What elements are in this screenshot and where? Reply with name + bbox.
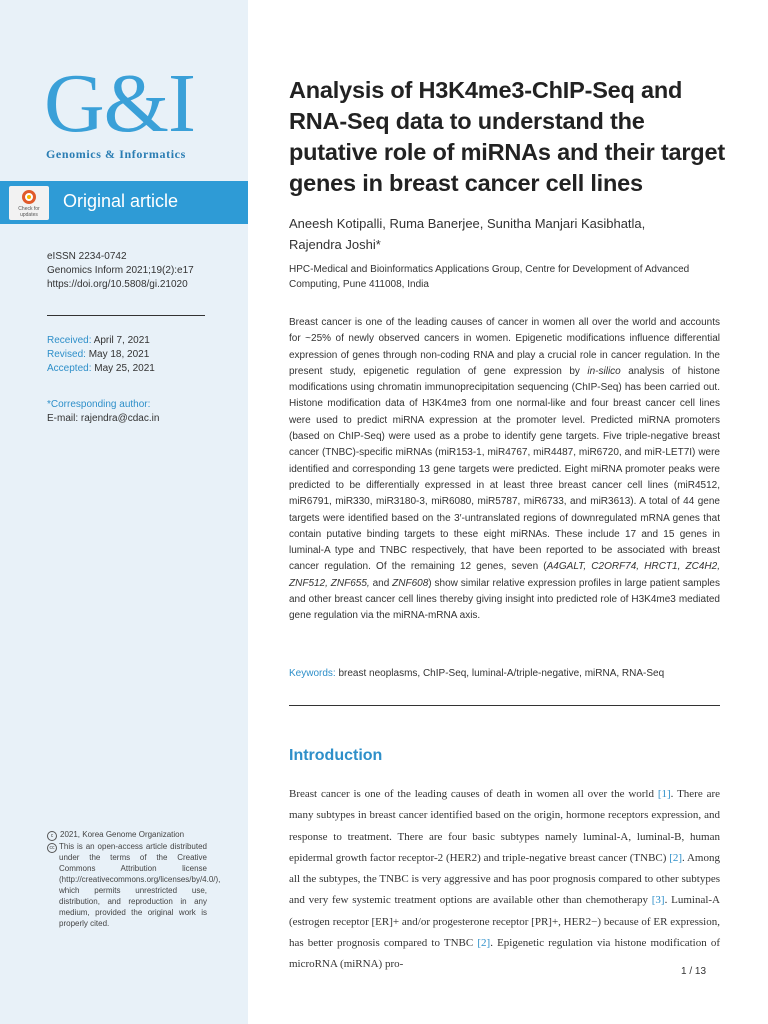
received-date: April 7, 2021 [93, 335, 150, 346]
received-label: Received: [47, 335, 92, 346]
accepted-date: May 25, 2021 [94, 363, 155, 374]
check-updates-label: Check for updates [18, 206, 40, 218]
accepted-label: Accepted: [47, 363, 92, 374]
section-divider [289, 705, 720, 706]
check-for-updates-badge[interactable] [9, 186, 49, 220]
reference-link[interactable]: [3] [651, 894, 665, 907]
article-title: Analysis of H3K4me3-ChIP-Seq and RNA-Seq data to understand the putative role of miRNAs and their target genes in breast cancer cell lines [289, 77, 725, 196]
publication-meta [47, 250, 194, 292]
journal-logo: G&I [44, 57, 195, 150]
copyright-icon: c [47, 831, 57, 841]
sidebar [0, 0, 248, 1024]
authors-line-2: Rajendra Joshi* [289, 237, 381, 252]
reference-link[interactable]: [1] [657, 788, 671, 800]
copyright-text: 2021, Korea Genome Organization [60, 830, 185, 839]
introduction-text: Breast cancer is one of the leading causes of death in women all over the world [1]. There are many subtypes in breast cancer identified based on the origin, hormone receptors expression, and response to treatment. There are four basic subtypes namely luminal-A, luminal-B, human epidermal growth factor receptor-2 (HER2) and triple-negative breast cancer (TNBC) [2]. Among all the subtypes, the TNBC is very aggressive and has poor prognosis compared to other subtypes and very few systemic treatment options are available other than chemotherapy [3]. Luminal-A (estrogen receptor [ER]+ and/or progesterone receptor [PR]+, HER2−) because of ER expression, has better prognosis compared to TNBC [2]. Epigenetic regulation via histone modification of microRNA (miRNA) pro- [289, 788, 720, 971]
creative-commons-icon: cc [47, 843, 57, 853]
corresponding-label: *Corresponding author: [47, 399, 151, 410]
reference-link[interactable]: [2] [669, 851, 683, 864]
eissn: eISSN 2234-0742 [47, 251, 127, 262]
reference-link[interactable]: [2] [477, 937, 491, 950]
article-type: Original article [63, 191, 179, 211]
citation: Genomics Inform 2021;19(2):e17 [47, 265, 194, 276]
revised-date: May 18, 2021 [88, 349, 150, 360]
authors [289, 213, 729, 255]
check-updates-icon [22, 190, 36, 204]
article-dates [47, 334, 155, 376]
page-number: 1 / 13 [681, 966, 707, 977]
keywords-label: Keywords: [289, 668, 336, 679]
keywords-list: breast neoplasms, ChIP-Seq, luminal-A/triple-negative, miRNA, RNA-Seq [338, 668, 665, 679]
license-text: This is an open-access article distributed under the terms of the Creative Commons Attribution license (http://creativecommons.org/licenses/by/4.0/), which permits unrestricted use, distribution, and reproduction in any medium, provided the original work is properly cited. [59, 842, 221, 928]
keywords [289, 666, 720, 681]
corresponding-author [47, 398, 159, 426]
doi-link[interactable]: https://doi.org/10.5808/gi.21020 [47, 279, 188, 290]
sidebar-divider [47, 315, 205, 316]
license-block [47, 829, 221, 929]
corresponding-email[interactable]: E-mail: rajendra@cdac.in [47, 413, 160, 424]
abstract: Breast cancer is one of the leading causes of cancer in women all over the world and accounts for ~25% of newly observed cancers in women. Epigenetic modifications influence differential expression of genes through non-coding RNA and play a crucial role in cancer regulation. In the present study, epigenetic regulation of gene expression by in-silico analysis of histone modifications using chromatin immunoprecipitation sequencing (ChIP-Seq) has been carried out. Histone modification data of H3K4me3 from one normal-like and four breast cancer cell lines were used to predict miRNA expression at the promoter level. Predicted miRNA promoters (based on ChIP-Seq) were used as a probe to identify gene targets. Five triple-negative breast cancer (TNBC)-specific miRNAs (miR153-1, miR4767, miR4487, miR6720, and miR-LET7I) were identified and corresponding 13 gene targets were predicted. Eight miRNA promoter peaks were predicted to be differentially expressed in at least three breast cancer cell lines (miR4512, miR6791, miR330, miR3180-3, miR6080, miR5787, miR6733, and miR3613). A total of 44 gene targets were identified based on the 3′-untranslated regions of downregulated mRNA genes that contain putative binding targets to these eight miRNAs. These include 17 and 15 genes in luminal-A type and TNBC respectively, that have been reported to be associated with breast cancer regulation. Of the remaining 12 genes, seven (A4GALT, C2ORF74, HRCT1, ZC4H2, ZNF512, ZNF655, and ZNF608) show similar relative expression profiles in large patient samples and other breast cancer cell lines thereby giving insight into predicted role of H3K4me3 mediated gene regulation via the miRNA-mRNA axis. [289, 317, 720, 622]
revised-label: Revised: [47, 349, 86, 360]
introduction-heading: Introduction [289, 747, 383, 764]
affiliation: HPC-Medical and Bioinformatics Applications Group, Centre for Development of Advanced Computing, Pune 411008, India [289, 264, 690, 290]
journal-name: Genomics & Informatics [46, 147, 186, 161]
authors-line-1: Aneesh Kotipalli, Ruma Banerjee, Sunitha Manjari Kasibhatla, [289, 216, 646, 231]
